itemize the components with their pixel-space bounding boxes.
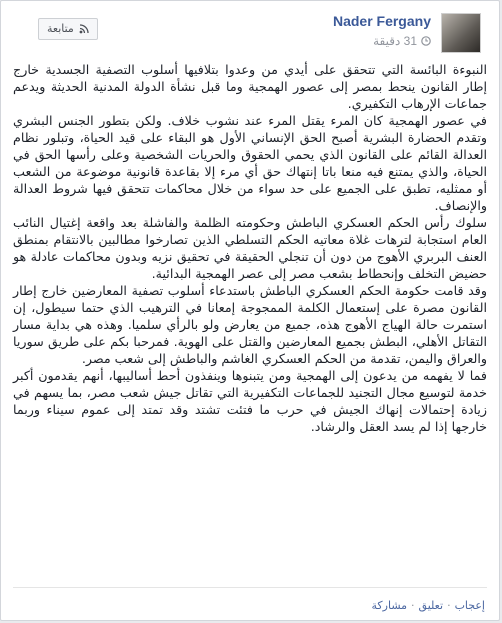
paragraph: وقد قامت حكومة الحكم العسكري الباطش باستدعاء أسلوب تصفية المعارضين خارج إطار القانون مصرة على إستعمال الكلمة الممجوجة إمعانا في الترهيب الذي حتما سيطول، إن استمرت حالة الهياج الأهوج هذه، جميع من يعارض ولو بالرأي سلميا. وهذه هي بداية مسار التقاتل الأهلي، البطش بجميع المعارضين والقتل على الهوية. فمرحبا بكم على طريق سوريا والعراق واليمن، تقدمة من الحكم العسكري الغاشم والباطش إلى شعب مصر. <box>13 283 487 366</box>
post-meta <box>373 34 431 48</box>
like-button[interactable]: إعجاب <box>454 599 485 612</box>
separator: · <box>411 599 415 612</box>
follow-label: متابعة <box>47 22 74 35</box>
rss-icon <box>79 24 89 34</box>
comment-button[interactable]: تعليق <box>418 599 444 612</box>
paragraph: فما لا يفهمه من يدعون إلى الهمجية ومن يتبنوها وينفذون أحط أساليبها، أنهم يقدمون أكبر خدمة لتوسيع مجال التجنيد للجماعات التكفيرية التي تقاتل جيش شعب مصر، بما يسهم في زيادة إحتمالات إنهاك الجيش في حرب ما فتئت تشتد وقد تمتد إلى عموم سيناء وربما خارجها إذا لم يسد العقل والرشاد. <box>13 368 487 434</box>
post-actions <box>372 599 485 612</box>
clock-icon <box>421 36 431 46</box>
post-body <box>13 61 487 435</box>
separator: · <box>447 599 451 612</box>
follow-button[interactable] <box>38 18 98 40</box>
paragraph: في عصور الهمجية كان المرء يقتل المرء عند نشوب خلاف. ولكن بتطور الجنس البشري وتقدم الحضارة البشرية أصبح الحق الإنساني الأول هو البقاء على قيد الحياة، وتبلور نظام العدالة القائم على القانون الذي يحمي الحقوق والحريات الشخصية وعلى رأسها الحق في الحياة، والذي يمتنع فيه منعا باتا إنتهاك حق أي مرء إلا بقاعدة قانونية موضوعة من الشعب أو ممثليه، تطبق على الجميع على حد سواء من خلال محاكمات تتحقق فيها شروط العدالة والإنصاف. <box>13 113 487 213</box>
paragraph: سلوك رأس الحكم العسكري الباطش وحكومته الظلمة والفاشلة بعد واقعة إغتيال النائب العام استجابة لترهات غلاة معاتيه الحكم التسلطي الذين تصارخوا مطالبين بالانتقام بمنطق العنف البربري الأهوج من دون أن تنجلي الحقيقة في تحقيق نزيه وبدون محاكمات عادلة هو حضيض التخلف وإنحطاط بشعب مصر إلى عصر الهمجية البدائية. <box>13 215 487 281</box>
post-time[interactable]: 31 دقيقة <box>373 34 417 48</box>
paragraph: النبوءة البائسة التي تتحقق على أيدي من وعدوا بتلافيها أسلوب التصفية الجسدية خارج إطار القانون ينحط بمصر إلى عصور الهمجية وما قبل نشأة الدولة المدنية الحديثة ويدعم جماعات الإرهاب التكفيري. <box>13 62 487 111</box>
author-name[interactable]: Nader Fergany <box>332 13 431 29</box>
avatar[interactable] <box>441 13 481 53</box>
share-button[interactable]: مشاركة <box>371 599 408 612</box>
divider <box>13 587 487 588</box>
